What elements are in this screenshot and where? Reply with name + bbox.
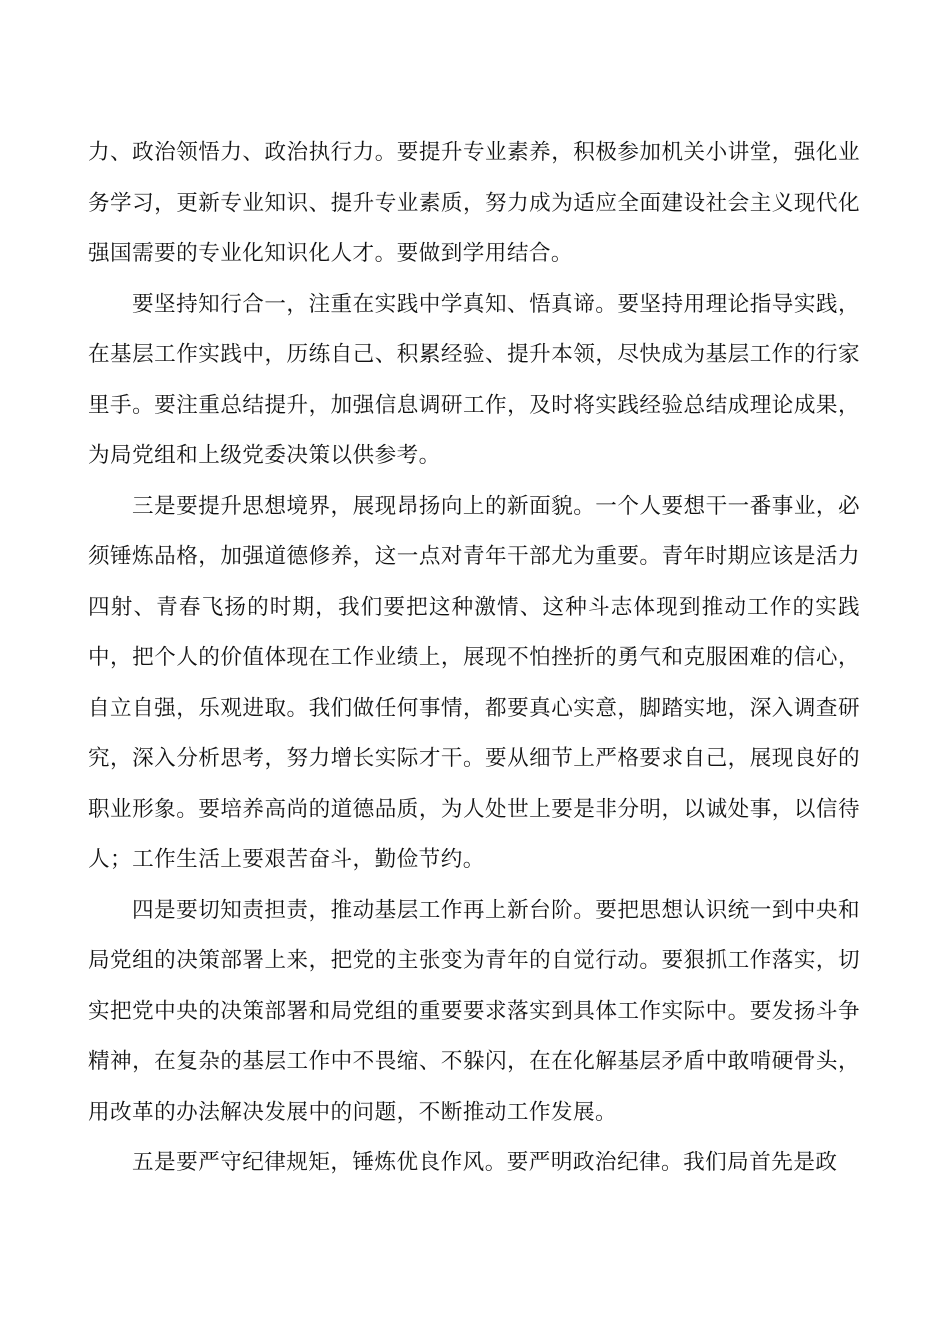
paragraph-4: 四是要切知责担责，推动基层工作再上新台阶。要把思想认识统一到中央和局党组的决策部署上来，把党的主张变为青年的自觉行动。要狠抓工作落实，切实把党中央的决策部署和局党组的重要要求落实到具体工作实际中。要发扬斗争精神，在复杂的基层工作中不畏缩、不躲闪，在在化解基层矛盾中敢啃硬骨头，用改革的办法解决发展中的问题，不断推动工作发展。	[88, 897, 860, 1125]
paragraph-5: 五是要严守纪律规矩，锤炼优良作风。要严明政治纪律。我们局首先是政	[132, 1150, 838, 1175]
paragraph-1: 力、政治领悟力、政治执行力。要提升专业素养，积极参加机关小讲堂，强化业务学习，更新专业知识、提升专业素质，努力成为适应全面建设社会主义现代化强国需要的专业化知识化人才。要做到学用结合。	[88, 140, 860, 266]
paragraph-3: 三是要提升思想境界，展现昂扬向上的新面貌。一个人要想干一番事业，必须锤炼品格，加强道德修养，这一点对青年干部尤为重要。青年时期应该是活力四射、青春飞扬的时期，我们要把这种激情、这种斗志体现到推动工作的实践中，把个人的价值体现在工作业绩上，展现不怕挫折的勇气和克服困难的信心，自立自强，乐观进取。我们做任何事情，都要真心实意，脚踏实地，深入调查研究，深入分析思考，努力增长实际才干。要从细节上严格要求自己，展现良好的职业形象。要培养高尚的道德品质，为人处世上要是非分明，以诚处事，以信待人；工作生活上要艰苦奋斗，勤俭节约。	[88, 493, 860, 872]
document-body	[88, 128, 860, 1189]
paragraph-2: 要坚持知行合一，注重在实践中学真知、悟真谛。要坚持用理论指导实践，在基层工作实践中，历练自己、积累经验、提升本领，尽快成为基层工作的行家里手。要注重总结提升，加强信息调研工作，及时将实践经验总结成理论成果，为局党组和上级党委决策以供参考。	[88, 291, 860, 468]
